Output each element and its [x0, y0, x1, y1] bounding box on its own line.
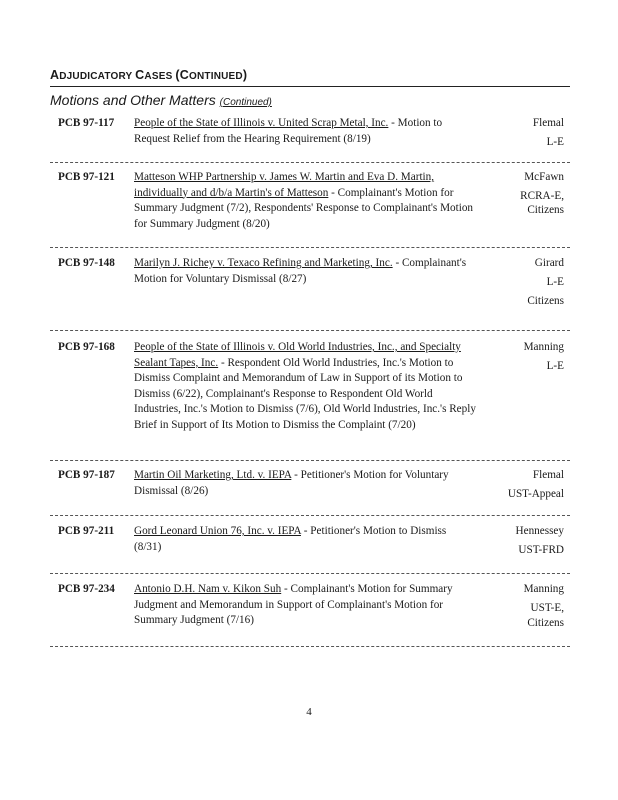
- subsection-title-text: Motions and Other Matters: [50, 92, 216, 108]
- header-text: C: [135, 68, 145, 82]
- separator: [50, 247, 570, 248]
- case-detail: - Respondent Old World Industries, Inc.'s Motion to Dismiss Complaint and Memorandum of Law in Support of its Motion to Dismiss (6/22), Complainant's Response to Respondent Old World Industries, Inc.'s Motion to Dismiss (7/6), Old World Industries, Inc.'s Reply Brief in Support of Its Motion to Dismiss the Complaint (7/20): [134, 356, 476, 431]
- case-assignment: [484, 524, 564, 562]
- section-header: [50, 68, 570, 82]
- case-type: UST-Appeal: [507, 488, 564, 500]
- case-assignment: [484, 340, 564, 378]
- case-number: PCB 97-117: [58, 117, 115, 129]
- case-description: [134, 340, 476, 433]
- case-assignment: [484, 582, 564, 635]
- case-detail: - Complainant's Motion for Voluntary Dismissal (8/27): [134, 257, 467, 285]
- case-board-member: Flemal: [532, 469, 564, 481]
- case-detail: - Complainant's Motion for Summary Judgment (7/2), Respondents' Response to Complainant's Motion for Summary Judgment (8/20): [134, 186, 474, 230]
- case-type: L-E: [546, 136, 564, 148]
- separator: [50, 573, 570, 574]
- header-text: ): [242, 68, 248, 82]
- case-description: [134, 256, 476, 287]
- separator: [50, 162, 570, 163]
- case-type: UST-FRD: [518, 544, 564, 556]
- header-text: ASES: [144, 71, 176, 82]
- case-number: PCB 97-234: [58, 583, 115, 595]
- case-description: [134, 468, 476, 499]
- subsection-title: [50, 92, 272, 108]
- case-detail: - Motion to Request Relief from the Hearing Requirement (8/19): [134, 117, 443, 145]
- case-assignment: [484, 170, 564, 222]
- case-title: Martin Oil Marketing, Ltd. v. IEPA: [134, 469, 292, 481]
- case-type: Citizens: [527, 204, 564, 216]
- header-text: A: [50, 68, 60, 82]
- case-assignment: [484, 256, 564, 313]
- case-title: Antonio D.H. Nam v. Kikon Suh: [134, 583, 282, 595]
- continued-label: (Continued): [219, 97, 272, 108]
- case-title: People of the State of Illinois v. United Scrap Metal, Inc.: [134, 117, 389, 129]
- separator: [50, 460, 570, 461]
- case-type: L-E: [546, 276, 564, 288]
- case-title: Matteson WHP Partnership v. James W. Martin and Eva D. Martin, individually and d/b/a Martin's of Matteson: [134, 171, 435, 199]
- separator: [50, 330, 570, 331]
- case-title: Gord Leonard Union 76, Inc. v. IEPA: [134, 525, 301, 537]
- page-number: 4: [306, 706, 312, 718]
- case-number: PCB 97-211: [58, 525, 115, 537]
- separator: [50, 515, 570, 516]
- case-assignment: [484, 468, 564, 506]
- case-number: PCB 97-168: [58, 341, 115, 353]
- case-description: [134, 116, 476, 147]
- header-text: ONTINUED: [189, 71, 243, 82]
- case-number: PCB 97-187: [58, 469, 115, 481]
- case-description: [134, 170, 476, 232]
- case-description: [134, 582, 476, 629]
- case-type: UST-E,: [530, 602, 564, 614]
- case-board-member: Hennessey: [515, 525, 564, 537]
- case-detail: - Petitioner's Motion to Dismiss (8/31): [134, 525, 447, 553]
- case-board-member: McFawn: [524, 171, 564, 183]
- case-board-member: Manning: [523, 341, 564, 353]
- case-description: [134, 524, 476, 555]
- case-type: Citizens: [527, 617, 564, 629]
- case-type: L-E: [546, 360, 564, 372]
- case-title: Marilyn J. Richey v. Texaco Refining and Marketing, Inc.: [134, 257, 393, 269]
- case-detail: - Petitioner's Motion for Voluntary Dismissal (8/26): [134, 469, 449, 497]
- case-board-member: Manning: [523, 583, 564, 595]
- case-number: PCB 97-121: [58, 171, 115, 183]
- header-rule: [50, 86, 570, 87]
- header-text: (C: [175, 68, 190, 82]
- case-assignment: [484, 116, 564, 154]
- case-type: Citizens: [527, 295, 564, 307]
- separator: [50, 646, 570, 647]
- case-number: PCB 97-148: [58, 257, 115, 269]
- header-text: DJUDICATORY: [59, 71, 136, 82]
- case-type: RCRA-E,: [520, 190, 564, 202]
- case-title: People of the State of Illinois v. Old World Industries, Inc., and Specialty Sealant Tapes, Inc.: [134, 341, 461, 369]
- case-board-member: Flemal: [532, 117, 564, 129]
- case-detail: - Complainant's Motion for Summary Judgment and Memorandum in Support of Complainant's Motion for Summary Judgment (7/16): [134, 583, 453, 626]
- case-board-member: Girard: [534, 257, 564, 269]
